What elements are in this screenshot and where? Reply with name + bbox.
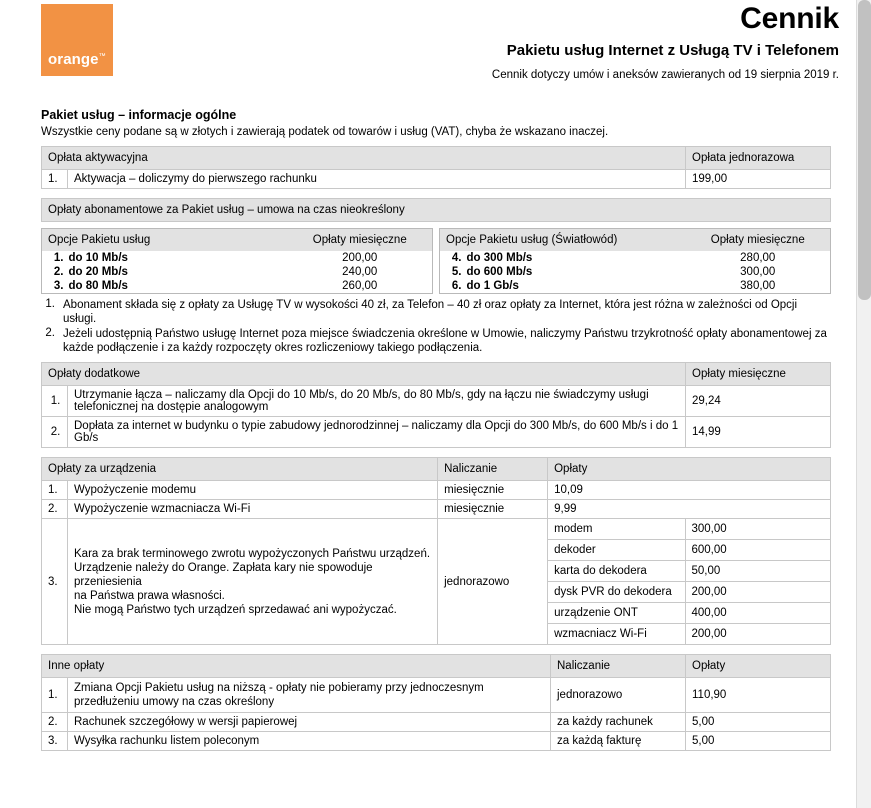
- page-title: Cennik: [740, 2, 839, 35]
- penalty-items-cell: [548, 519, 831, 645]
- penalty-items-table: [548, 519, 830, 644]
- row-label: Zmiana Opcji Pakietu usług na niższą - opłaty nie pobieramy przy jednoczesnym przedłużeniu umowy na czas określony: [68, 678, 551, 713]
- subscription-options: [41, 228, 831, 294]
- row-price: 280,00: [740, 252, 776, 264]
- penalty-item-row: [548, 540, 830, 561]
- penalty-item-name: wzmacniacz Wi-Fi: [548, 624, 685, 645]
- col-header-price: Opłaty miesięczne: [686, 229, 831, 252]
- penalty-item-name: dekoder: [548, 540, 685, 561]
- row-billing: miesięcznie: [438, 500, 548, 519]
- note-text: Abonament składa się z opłaty za Usługę TV w wysokości 40 zł, za Telefon – 40 zł oraz opłaty za Internet, która jest różna w zależności od Opcji usługi.: [63, 299, 798, 325]
- row-label: Wypożyczenie modemu: [68, 481, 438, 500]
- row-label: do 10 Mb/s: [68, 252, 128, 264]
- row-number: 1.: [53, 252, 64, 264]
- col-header-option: Opcje Pakietu usług: [42, 229, 288, 252]
- table-row: [42, 732, 831, 751]
- row-label: Rachunek szczegółowy w wersji papierowej: [68, 713, 551, 732]
- row-label: Wysyłka rachunku listem poleconym: [68, 732, 551, 751]
- row-label: do 20 Mb/s: [68, 266, 128, 278]
- row-number: 1.: [42, 170, 68, 189]
- document-header: [33, 0, 839, 96]
- row-label: Aktywacja – doliczymy do pierwszego rachunku: [68, 170, 686, 189]
- row-number: 3.: [53, 280, 64, 292]
- other-header-billing: Naliczanie: [551, 655, 686, 678]
- page-left-margin: [0, 0, 33, 808]
- activation-fee-table: [41, 146, 831, 189]
- penalty-line: na Państwa prawa własności.: [74, 589, 225, 602]
- table-row: [440, 279, 831, 294]
- other-header-left: Inne opłaty: [42, 655, 551, 678]
- row-number: 1.: [42, 678, 68, 713]
- penalty-item-price: 50,00: [685, 561, 830, 582]
- table-row: [42, 500, 831, 519]
- row-number: 2.: [42, 500, 68, 519]
- table-row-penalty: [42, 519, 831, 645]
- orange-logo: [41, 4, 113, 76]
- cennik-sheet: [33, 0, 839, 751]
- penalty-item-name: modem: [548, 519, 685, 540]
- table-header-row: [42, 655, 831, 678]
- table-row: [42, 678, 831, 713]
- row-price: 260,00: [342, 280, 378, 292]
- row-label: Dopłata za internet w budynku o typie zabudowy jednorodzinnej – naliczamy dla Opcji do 300 Mb/s, do 600 Mb/s i do 1 Gb/s: [68, 417, 686, 448]
- table-row: [440, 251, 831, 265]
- row-billing: za każdą fakturę: [551, 732, 686, 751]
- additional-fees-table: [41, 362, 831, 448]
- table-row: [42, 417, 831, 448]
- row-price: 14,99: [686, 417, 831, 448]
- row-price: 199,00: [686, 170, 831, 189]
- row-price: 10,09: [548, 481, 831, 500]
- table-row: [440, 265, 831, 279]
- activation-header-right: Opłata jednorazowa: [686, 147, 831, 170]
- row-number: 2.: [42, 713, 68, 732]
- row-number: 2.: [42, 417, 68, 448]
- table-header-row: [440, 229, 831, 252]
- devices-header-price: Opłaty: [548, 458, 831, 481]
- table-row: [42, 481, 831, 500]
- row-label: do 1 Gb/s: [466, 280, 519, 292]
- row-billing: miesięcznie: [438, 481, 548, 500]
- row-number: 3.: [42, 732, 68, 751]
- penalty-item-price: 400,00: [685, 603, 830, 624]
- row-billing: jednorazowo: [551, 678, 686, 713]
- penalty-line: Nie mogą Państwo tych urządzeń sprzedawać ani wypożyczać.: [74, 603, 397, 616]
- additional-header-right: Opłaty miesięczne: [686, 363, 831, 386]
- table-header-row: [42, 363, 831, 386]
- table-row: [42, 386, 831, 417]
- table-header-row: [42, 147, 831, 170]
- note-item: [41, 327, 831, 355]
- table-row: [42, 265, 433, 279]
- subscription-table-standard: [41, 228, 433, 294]
- row-number: 6.: [451, 280, 462, 292]
- row-number: 1.: [42, 481, 68, 500]
- row-price: 110,90: [686, 678, 831, 713]
- table-row: [42, 170, 831, 189]
- subscription-header-table: [41, 198, 831, 222]
- devices-header-billing: Naliczanie: [438, 458, 548, 481]
- row-number: 4.: [451, 252, 462, 264]
- note-item: [41, 298, 831, 326]
- penalty-item-row: [548, 603, 830, 624]
- table-row: [42, 713, 831, 732]
- logo-word: orange: [48, 51, 99, 68]
- other-header-price: Opłaty: [686, 655, 831, 678]
- row-price: 380,00: [740, 280, 776, 292]
- note-number: 2.: [45, 327, 55, 339]
- table-header-row: [42, 458, 831, 481]
- row-price: 9,99: [548, 500, 831, 519]
- penalty-item-row: [548, 561, 830, 582]
- row-label: do 80 Mb/s: [68, 280, 128, 292]
- penalty-description: [68, 519, 438, 645]
- scrollbar-thumb[interactable]: [858, 0, 871, 300]
- row-label: do 300 Mb/s: [466, 252, 533, 264]
- subscription-header: Opłaty abonamentowe za Pakiet usług – umowa na czas nieokreślony: [42, 199, 831, 222]
- table-header-row: [42, 199, 831, 222]
- penalty-item-price: 300,00: [685, 519, 830, 540]
- row-price: 5,00: [686, 713, 831, 732]
- row-price: 29,24: [686, 386, 831, 417]
- row-number: 2.: [53, 266, 64, 278]
- page-validity-note: Cennik dotyczy umów i aneksów zawieranych od 19 sierpnia 2019 r.: [491, 69, 839, 81]
- trademark-icon: ™: [98, 53, 106, 60]
- col-header-option: Opcje Pakietu usług (Światłowód): [440, 229, 686, 252]
- subscription-notes: [41, 298, 831, 355]
- row-price: 240,00: [342, 266, 378, 278]
- device-fees-table: [41, 457, 831, 645]
- additional-header-left: Opłaty dodatkowe: [42, 363, 686, 386]
- devices-header-left: Opłaty za urządzenia: [42, 458, 438, 481]
- penalty-item-name: karta do dekodera: [548, 561, 685, 582]
- penalty-billing: jednorazowo: [438, 519, 548, 645]
- subscription-table-fiber: [439, 228, 831, 294]
- row-number: 1.: [42, 386, 68, 417]
- row-label: Wypożyczenie wzmacniacza Wi-Fi: [68, 500, 438, 519]
- penalty-line: Urządzenie należy do Orange. Zapłata kary nie spowoduje przeniesienia: [74, 561, 373, 588]
- penalty-item-name: urządzenie ONT: [548, 603, 685, 624]
- page-subtitle: Pakietu usług Internet z Usługą TV i Telefonem: [506, 42, 839, 59]
- col-header-price: Opłaty miesięczne: [288, 229, 433, 252]
- penalty-item-row: [548, 519, 830, 540]
- row-label: Utrzymanie łącza – naliczamy dla Opcji do 10 Mb/s, do 20 Mb/s, do 80 Mb/s, gdy na łączu nie świadczymy usługi telefonicznej na dostępie analogowym: [68, 386, 686, 417]
- section-title-general: Pakiet usług – informacje ogólne: [41, 108, 237, 122]
- table-header-row: [42, 229, 433, 252]
- activation-header-left: Opłata aktywacyjna: [42, 147, 686, 170]
- penalty-item-name: dysk PVR do dekodera: [548, 582, 685, 603]
- title-block: [139, 2, 839, 81]
- general-intro-text: Wszystkie ceny podane są w złotych i zawierają podatek od towarów i usług (VAT), chyba że wskazano inaczej.: [41, 126, 609, 138]
- penalty-item-price: 600,00: [685, 540, 830, 561]
- row-price: 5,00: [686, 732, 831, 751]
- table-row: [42, 279, 433, 294]
- vertical-scrollbar[interactable]: [856, 0, 871, 808]
- row-price: 200,00: [342, 252, 378, 264]
- row-number: 5.: [451, 266, 462, 278]
- row-label: do 600 Mb/s: [466, 266, 533, 278]
- penalty-line: Kara za brak terminowego zwrotu wypożyczonych Państwu urządzeń.: [74, 547, 431, 560]
- row-billing: za każdy rachunek: [551, 713, 686, 732]
- note-number: 1.: [45, 298, 55, 310]
- logo-label: [41, 51, 106, 76]
- penalty-item-row: [548, 582, 830, 603]
- penalty-item-price: 200,00: [685, 582, 830, 603]
- penalty-item-price: 200,00: [691, 628, 727, 640]
- note-text: Jeżeli udostępnią Państwo usługę Internet poza miejsce świadczenia określone w Umowie, naliczymy Państwu trzykrotność opłaty abonamentowej za każde podłączenie i za każdy rozpoczęty okres rozliczeniowy takiego podłączenia.: [63, 328, 827, 354]
- row-number: 3.: [42, 519, 68, 645]
- other-fees-table: [41, 654, 831, 751]
- row-price: 300,00: [740, 266, 776, 278]
- table-row: [42, 251, 433, 265]
- penalty-item-row: [548, 624, 830, 645]
